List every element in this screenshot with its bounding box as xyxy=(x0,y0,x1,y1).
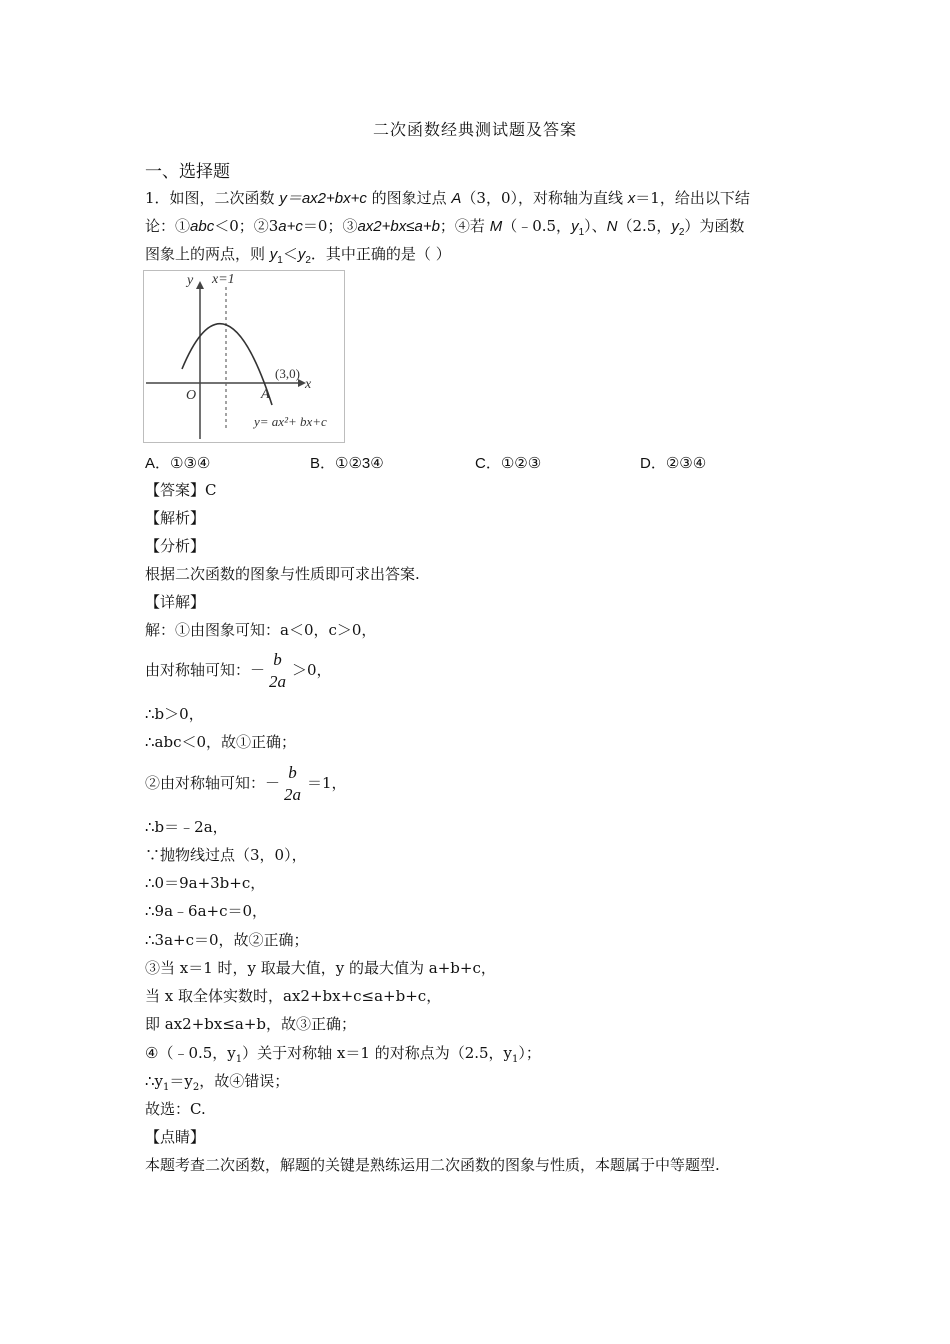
y-axis-arrow xyxy=(196,281,204,289)
q-text: （﹣0.5， xyxy=(502,217,572,235)
x-label: x xyxy=(305,377,312,392)
q-text: 1．如图，二次函数 xyxy=(145,189,280,207)
step-subscript: 1 xyxy=(512,1054,519,1065)
step-3: ∴b＞0， xyxy=(145,705,204,723)
q-text: ＝0；③ xyxy=(302,217,358,235)
q-text: （2.5， xyxy=(617,217,672,235)
q-var-x: x xyxy=(627,190,636,207)
step-14 xyxy=(145,1043,541,1070)
fenxi-text: 根据二次函数的图象与性质即可求出答案. xyxy=(145,565,420,583)
q-point-a: A xyxy=(451,190,462,207)
step-2 xyxy=(145,648,332,693)
page-title: 二次函数经典测试题及答案 xyxy=(372,120,577,139)
step-text: ）关于对称轴 x＝1 的对称点为（2.5，y xyxy=(242,1044,513,1062)
q-var-y: y xyxy=(297,246,306,263)
step-10: ∴3a+c＝0，故②正确； xyxy=(145,931,309,949)
step-16: 故选：C. xyxy=(145,1100,206,1118)
q-var: abc xyxy=(190,218,215,235)
q-text: ）为函数 xyxy=(684,217,745,235)
question-line-2 xyxy=(145,216,744,243)
q-text: 的图象过点 xyxy=(366,189,452,207)
fraction-denominator: 2a xyxy=(284,785,302,804)
equation-label: y= ax²+ bx+c xyxy=(254,414,327,429)
step-subscript: 1 xyxy=(163,1082,170,1093)
step-6: ∴b＝﹣2a， xyxy=(145,818,228,836)
option-d: D．②③④ xyxy=(640,455,707,472)
q-var-y: y xyxy=(571,218,579,235)
step-text: ＝y xyxy=(169,1072,193,1090)
q-subscript: 2 xyxy=(305,255,311,266)
q-text: ＝1，给出以下结 xyxy=(635,189,750,207)
fraction-numerator: b xyxy=(273,650,282,669)
fraction xyxy=(284,762,301,806)
step-subscript: 2 xyxy=(192,1082,200,1093)
option-b: B．①②3④ xyxy=(310,455,384,472)
question-line-1 xyxy=(145,188,750,209)
option-c: C．①②③ xyxy=(475,455,542,472)
q-subscript: 1 xyxy=(578,227,585,238)
dianjing-heading: 【点睛】 xyxy=(145,1128,206,1146)
step-text: ②由对称轴可知：－ xyxy=(145,774,281,792)
point-coord-label: (3,0) xyxy=(275,366,300,381)
q-text: 图象上的两点，则 xyxy=(145,245,270,263)
q-text: 论：① xyxy=(145,217,191,235)
q-point-m: M xyxy=(489,218,503,235)
step-5 xyxy=(145,761,347,806)
section-heading: 一、选择题 xyxy=(145,162,230,182)
parabola-graph xyxy=(143,270,345,443)
q-text: ）、 xyxy=(584,217,607,235)
step-4: ∴abc＜0，故①正确； xyxy=(145,733,297,751)
answer-line: 【答案】C xyxy=(145,481,217,499)
y-label: y xyxy=(187,273,194,288)
question-line-3 xyxy=(145,244,451,271)
step-text: ）； xyxy=(518,1044,541,1062)
fraction-numerator: b xyxy=(288,763,297,782)
step-text: ＝1， xyxy=(307,774,347,792)
fraction xyxy=(269,649,286,693)
analysis-heading: 【解析】 xyxy=(145,509,206,527)
fraction-denominator: 2a xyxy=(269,672,287,691)
q-text: （3，0），对称轴为直线 xyxy=(461,189,628,207)
q-var-y: y xyxy=(671,218,679,235)
step-text: ＞0， xyxy=(292,661,332,679)
step-8: ∴0＝9a+3b+c， xyxy=(145,874,266,892)
q-var: a+c xyxy=(278,218,303,235)
option-a: A．①③④ xyxy=(145,455,211,472)
q-text: ＜0；②3 xyxy=(214,217,279,235)
origin-label: O xyxy=(186,388,197,403)
parabola-svg xyxy=(144,271,344,442)
q-text: ＜ xyxy=(282,245,298,263)
q-var-y: y xyxy=(269,246,278,263)
step-text: ④（﹣0.5，y xyxy=(145,1044,236,1062)
step-9: ∴9a﹣6a+c＝0， xyxy=(145,902,268,920)
step-11: ③当 x＝1 时，y 取最大值，y 的最大值为 a+b+c， xyxy=(145,959,496,977)
q-subscript: 1 xyxy=(277,255,283,266)
q-inequality: ax2+bx≤a+b xyxy=(357,218,440,235)
q-equation: y＝ax2+bx+c xyxy=(279,190,367,207)
step-text: ∴y xyxy=(145,1072,164,1090)
q-subscript: 2 xyxy=(678,227,685,238)
xiangjie-heading: 【详解】 xyxy=(145,593,206,611)
symmetry-label: x=1 xyxy=(212,272,235,287)
step-subscript: 1 xyxy=(235,1054,243,1065)
q-text: ；④若 xyxy=(439,217,490,235)
step-1: 解：①由图象可知：a＜0，c＞0， xyxy=(145,621,377,639)
step-7: ∵抛物线过点（3，0）， xyxy=(145,846,307,864)
point-a-label: A xyxy=(261,387,270,402)
step-text: ，故④错误； xyxy=(199,1072,290,1090)
q-text: ．其中正确的是（ ） xyxy=(310,245,451,263)
step-13: 即 ax2+bx≤a+b，故③正确； xyxy=(145,1015,357,1033)
step-text: 由对称轴可知：－ xyxy=(145,661,266,679)
dianjing-text: 本题考查二次函数，解题的关键是熟练运用二次函数的图象与性质，本题属于中等题型. xyxy=(145,1156,720,1174)
q-point-n: N xyxy=(606,218,618,235)
step-15 xyxy=(145,1071,289,1098)
step-12: 当 x 取全体实数时，ax2+bx+c≤a+b+c， xyxy=(145,987,442,1005)
fenxi-heading: 【分析】 xyxy=(145,537,206,555)
